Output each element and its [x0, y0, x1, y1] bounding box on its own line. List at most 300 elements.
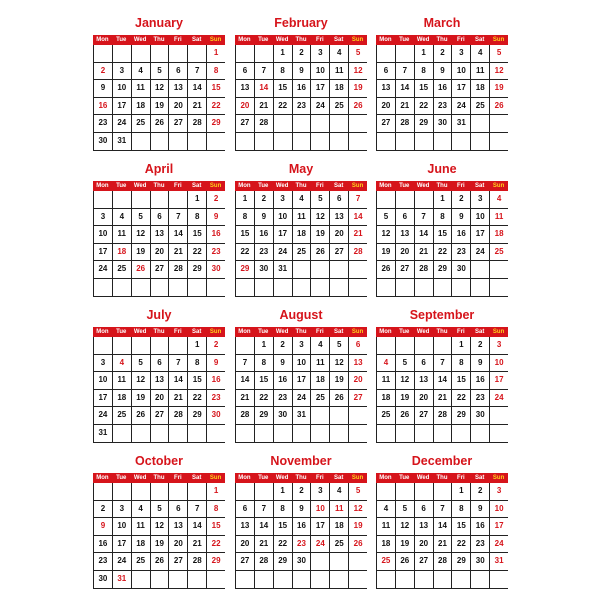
day-cell: 5 — [131, 355, 150, 373]
empty-cell — [433, 425, 452, 443]
empty-cell — [310, 571, 329, 589]
month-may — [235, 160, 367, 297]
weekday-header-fri: Fri — [310, 327, 329, 337]
empty-cell — [395, 45, 414, 63]
day-cell: 12 — [150, 518, 169, 536]
day-cell: 30 — [470, 553, 489, 571]
day-cell: 12 — [348, 63, 367, 81]
day-cell: 16 — [470, 518, 489, 536]
day-cell: 3 — [489, 483, 508, 501]
empty-cell — [235, 337, 254, 355]
day-cell: 25 — [329, 536, 348, 554]
day-cell: 15 — [235, 226, 254, 244]
day-cell: 14 — [168, 226, 187, 244]
day-cell: 22 — [235, 244, 254, 262]
day-cell: 17 — [93, 244, 112, 262]
day-cell: 8 — [187, 209, 206, 227]
day-cell: 9 — [206, 355, 225, 373]
month-grid — [376, 327, 508, 443]
weekday-header-fri: Fri — [451, 327, 470, 337]
empty-cell — [112, 191, 131, 209]
month-grid — [93, 327, 225, 443]
day-cell: 3 — [470, 191, 489, 209]
empty-cell — [131, 279, 150, 297]
empty-cell — [273, 279, 292, 297]
day-cell: 24 — [310, 98, 329, 116]
empty-cell — [168, 337, 187, 355]
empty-cell — [348, 407, 367, 425]
day-cell: 15 — [433, 226, 452, 244]
day-cell: 27 — [395, 261, 414, 279]
empty-cell — [395, 337, 414, 355]
day-cell: 17 — [292, 372, 311, 390]
empty-cell — [168, 191, 187, 209]
day-cell: 2 — [451, 191, 470, 209]
month-february — [235, 14, 367, 151]
empty-cell — [329, 425, 348, 443]
day-cell: 5 — [348, 483, 367, 501]
day-cell: 13 — [168, 80, 187, 98]
weekday-header-thu: Thu — [150, 35, 169, 45]
weekday-header-wed: Wed — [414, 473, 433, 483]
empty-cell — [273, 115, 292, 133]
day-cell: 15 — [414, 80, 433, 98]
empty-cell — [168, 483, 187, 501]
weekday-header-tue: Tue — [112, 35, 131, 45]
day-cell: 23 — [292, 536, 311, 554]
day-cell: 12 — [395, 372, 414, 390]
day-cell: 10 — [292, 355, 311, 373]
empty-cell — [310, 133, 329, 151]
day-cell: 24 — [93, 407, 112, 425]
day-cell: 1 — [235, 191, 254, 209]
day-cell: 21 — [168, 244, 187, 262]
empty-cell — [395, 425, 414, 443]
weekday-header-tue: Tue — [395, 181, 414, 191]
day-cell: 28 — [414, 261, 433, 279]
day-cell: 22 — [206, 536, 225, 554]
empty-cell — [470, 571, 489, 589]
day-cell: 4 — [376, 355, 395, 373]
day-cell: 13 — [235, 518, 254, 536]
empty-cell — [395, 191, 414, 209]
weekday-header-sun: Sun — [348, 473, 367, 483]
day-cell: 10 — [273, 209, 292, 227]
month-march — [376, 14, 508, 151]
day-cell: 10 — [310, 63, 329, 81]
day-cell: 19 — [131, 390, 150, 408]
day-cell: 6 — [395, 209, 414, 227]
day-cell: 8 — [451, 501, 470, 519]
day-cell: 12 — [348, 501, 367, 519]
day-cell: 19 — [376, 244, 395, 262]
month-title: May — [288, 162, 314, 176]
day-cell: 2 — [470, 483, 489, 501]
day-cell: 24 — [273, 244, 292, 262]
day-cell: 28 — [433, 407, 452, 425]
day-cell: 4 — [131, 501, 150, 519]
empty-cell — [235, 133, 254, 151]
empty-cell — [292, 133, 311, 151]
day-cell: 5 — [489, 45, 508, 63]
empty-cell — [376, 483, 395, 501]
day-cell: 20 — [414, 536, 433, 554]
day-cell: 7 — [168, 355, 187, 373]
empty-cell — [414, 133, 433, 151]
weekday-header-tue: Tue — [395, 327, 414, 337]
day-cell: 23 — [206, 390, 225, 408]
empty-cell — [310, 279, 329, 297]
day-cell: 1 — [254, 337, 273, 355]
month-grid — [376, 181, 508, 297]
weekday-header-thu: Thu — [150, 473, 169, 483]
day-cell: 30 — [206, 261, 225, 279]
day-cell: 8 — [451, 355, 470, 373]
empty-cell — [433, 571, 452, 589]
empty-cell — [131, 425, 150, 443]
weekday-header-mon: Mon — [376, 473, 395, 483]
weekday-header-mon: Mon — [235, 327, 254, 337]
day-cell: 7 — [395, 63, 414, 81]
day-cell: 15 — [451, 372, 470, 390]
day-cell: 6 — [235, 501, 254, 519]
day-cell: 13 — [329, 209, 348, 227]
month-grid — [235, 35, 367, 151]
day-cell: 21 — [235, 390, 254, 408]
empty-cell — [131, 45, 150, 63]
day-cell: 8 — [254, 355, 273, 373]
empty-cell — [292, 425, 311, 443]
day-cell: 9 — [451, 209, 470, 227]
day-cell: 10 — [470, 209, 489, 227]
weekday-header-mon: Mon — [93, 35, 112, 45]
empty-cell — [273, 571, 292, 589]
day-cell: 24 — [470, 244, 489, 262]
empty-cell — [348, 571, 367, 589]
day-cell: 5 — [348, 45, 367, 63]
day-cell: 28 — [168, 261, 187, 279]
day-cell: 20 — [348, 372, 367, 390]
day-cell: 6 — [414, 355, 433, 373]
day-cell: 9 — [470, 355, 489, 373]
day-cell: 1 — [206, 483, 225, 501]
day-cell: 21 — [433, 390, 452, 408]
day-cell: 19 — [150, 536, 169, 554]
day-cell: 19 — [310, 226, 329, 244]
day-cell: 5 — [150, 501, 169, 519]
day-cell: 23 — [254, 244, 273, 262]
weekday-header-mon: Mon — [93, 327, 112, 337]
day-cell: 9 — [254, 209, 273, 227]
empty-cell — [187, 571, 206, 589]
weekday-header-tue: Tue — [395, 35, 414, 45]
day-cell: 15 — [273, 80, 292, 98]
day-cell: 23 — [451, 244, 470, 262]
day-cell: 31 — [489, 553, 508, 571]
day-cell: 24 — [310, 536, 329, 554]
weekday-header-sun: Sun — [206, 35, 225, 45]
day-cell: 22 — [273, 536, 292, 554]
day-cell: 11 — [112, 372, 131, 390]
day-cell: 17 — [310, 518, 329, 536]
empty-cell — [470, 115, 489, 133]
day-cell: 22 — [187, 244, 206, 262]
weekday-header-fri: Fri — [310, 473, 329, 483]
day-cell: 13 — [376, 80, 395, 98]
weekday-header-tue: Tue — [112, 327, 131, 337]
day-cell: 16 — [433, 80, 452, 98]
day-cell: 17 — [93, 390, 112, 408]
empty-cell — [206, 133, 225, 151]
empty-cell — [376, 425, 395, 443]
day-cell: 7 — [433, 355, 452, 373]
weekday-header-tue: Tue — [112, 473, 131, 483]
day-cell: 12 — [376, 226, 395, 244]
day-cell: 25 — [112, 261, 131, 279]
day-cell: 17 — [273, 226, 292, 244]
weekday-header-fri: Fri — [451, 473, 470, 483]
day-cell: 2 — [433, 45, 452, 63]
day-cell: 11 — [131, 518, 150, 536]
day-cell: 16 — [292, 80, 311, 98]
day-cell: 3 — [310, 483, 329, 501]
weekday-header-tue: Tue — [254, 327, 273, 337]
day-cell: 14 — [348, 209, 367, 227]
day-cell: 1 — [273, 45, 292, 63]
day-cell: 18 — [376, 536, 395, 554]
month-grid — [376, 35, 508, 151]
day-cell: 16 — [206, 372, 225, 390]
day-cell: 20 — [235, 98, 254, 116]
day-cell: 25 — [310, 390, 329, 408]
day-cell: 21 — [414, 244, 433, 262]
day-cell: 29 — [235, 261, 254, 279]
day-cell: 6 — [414, 501, 433, 519]
day-cell: 2 — [254, 191, 273, 209]
day-cell: 19 — [150, 98, 169, 116]
day-cell: 12 — [131, 372, 150, 390]
day-cell: 26 — [489, 98, 508, 116]
day-cell: 4 — [329, 45, 348, 63]
day-cell: 8 — [433, 209, 452, 227]
day-cell: 26 — [348, 98, 367, 116]
day-cell: 17 — [489, 518, 508, 536]
empty-cell — [310, 261, 329, 279]
weekday-header-wed: Wed — [131, 181, 150, 191]
day-cell: 13 — [348, 355, 367, 373]
empty-cell — [310, 115, 329, 133]
day-cell: 4 — [376, 501, 395, 519]
empty-cell — [395, 483, 414, 501]
day-cell: 31 — [292, 407, 311, 425]
empty-cell — [131, 571, 150, 589]
empty-cell — [292, 279, 311, 297]
empty-cell — [348, 279, 367, 297]
day-cell: 20 — [150, 390, 169, 408]
day-cell: 27 — [348, 390, 367, 408]
day-cell: 14 — [235, 372, 254, 390]
weekday-header-thu: Thu — [433, 35, 452, 45]
month-july — [93, 306, 225, 443]
day-cell: 7 — [235, 355, 254, 373]
day-cell: 1 — [187, 191, 206, 209]
empty-cell — [489, 407, 508, 425]
day-cell: 28 — [187, 553, 206, 571]
empty-cell — [254, 425, 273, 443]
empty-cell — [131, 337, 150, 355]
day-cell: 16 — [93, 536, 112, 554]
day-cell: 10 — [93, 226, 112, 244]
day-cell: 18 — [292, 226, 311, 244]
weekday-header-thu: Thu — [292, 35, 311, 45]
day-cell: 20 — [376, 98, 395, 116]
day-cell: 6 — [235, 63, 254, 81]
day-cell: 15 — [451, 518, 470, 536]
day-cell: 4 — [489, 191, 508, 209]
weekday-header-sun: Sun — [489, 473, 508, 483]
day-cell: 27 — [414, 553, 433, 571]
month-grid — [93, 181, 225, 297]
day-cell: 6 — [168, 501, 187, 519]
weekday-header-thu: Thu — [433, 473, 452, 483]
day-cell: 27 — [168, 553, 187, 571]
day-cell: 20 — [414, 390, 433, 408]
day-cell: 11 — [376, 372, 395, 390]
day-cell: 31 — [112, 133, 131, 151]
day-cell: 6 — [150, 355, 169, 373]
day-cell: 22 — [254, 390, 273, 408]
empty-cell — [150, 571, 169, 589]
empty-cell — [451, 279, 470, 297]
empty-cell — [433, 483, 452, 501]
weekday-header-tue: Tue — [254, 181, 273, 191]
day-cell: 15 — [254, 372, 273, 390]
day-cell: 12 — [310, 209, 329, 227]
day-cell: 22 — [451, 536, 470, 554]
day-cell: 25 — [470, 98, 489, 116]
weekday-header-sun: Sun — [348, 35, 367, 45]
empty-cell — [414, 571, 433, 589]
weekday-header-wed: Wed — [414, 181, 433, 191]
empty-cell — [329, 115, 348, 133]
empty-cell — [329, 407, 348, 425]
weekday-header-sun: Sun — [206, 327, 225, 337]
weekday-header-wed: Wed — [131, 473, 150, 483]
day-cell: 11 — [131, 80, 150, 98]
day-cell: 19 — [348, 80, 367, 98]
weekday-header-thu: Thu — [150, 181, 169, 191]
weekday-header-thu: Thu — [292, 473, 311, 483]
day-cell: 23 — [433, 98, 452, 116]
empty-cell — [451, 425, 470, 443]
day-cell: 30 — [93, 133, 112, 151]
weekday-header-sun: Sun — [206, 181, 225, 191]
day-cell: 9 — [292, 63, 311, 81]
empty-cell — [489, 425, 508, 443]
day-cell: 31 — [273, 261, 292, 279]
empty-cell — [93, 337, 112, 355]
day-cell: 12 — [395, 518, 414, 536]
empty-cell — [254, 571, 273, 589]
empty-cell — [187, 425, 206, 443]
day-cell: 30 — [451, 261, 470, 279]
empty-cell — [489, 279, 508, 297]
day-cell: 28 — [395, 115, 414, 133]
day-cell: 22 — [414, 98, 433, 116]
day-cell: 24 — [292, 390, 311, 408]
day-cell: 14 — [414, 226, 433, 244]
day-cell: 29 — [414, 115, 433, 133]
empty-cell — [329, 553, 348, 571]
empty-cell — [292, 571, 311, 589]
day-cell: 4 — [131, 63, 150, 81]
day-cell: 14 — [187, 518, 206, 536]
empty-cell — [470, 425, 489, 443]
weekday-header-sun: Sun — [206, 473, 225, 483]
day-cell: 13 — [235, 80, 254, 98]
weekday-header-sat: Sat — [470, 327, 489, 337]
day-cell: 18 — [131, 98, 150, 116]
empty-cell — [489, 571, 508, 589]
day-cell: 6 — [150, 209, 169, 227]
day-cell: 17 — [451, 80, 470, 98]
empty-cell — [451, 133, 470, 151]
empty-cell — [376, 279, 395, 297]
day-cell: 15 — [206, 80, 225, 98]
empty-cell — [206, 279, 225, 297]
day-cell: 22 — [187, 390, 206, 408]
weekday-header-sat: Sat — [187, 35, 206, 45]
month-january — [93, 14, 225, 151]
month-april — [93, 160, 225, 297]
day-cell: 8 — [206, 501, 225, 519]
day-cell: 28 — [433, 553, 452, 571]
empty-cell — [376, 191, 395, 209]
day-cell: 21 — [187, 536, 206, 554]
weekday-header-sun: Sun — [348, 327, 367, 337]
weekday-header-wed: Wed — [131, 327, 150, 337]
day-cell: 29 — [206, 115, 225, 133]
day-cell: 6 — [348, 337, 367, 355]
month-grid — [376, 473, 508, 589]
day-cell: 9 — [470, 501, 489, 519]
day-cell: 23 — [206, 244, 225, 262]
weekday-header-mon: Mon — [235, 35, 254, 45]
day-cell: 18 — [329, 80, 348, 98]
day-cell: 13 — [168, 518, 187, 536]
month-september — [376, 306, 508, 443]
empty-cell — [254, 279, 273, 297]
day-cell: 26 — [150, 115, 169, 133]
day-cell: 29 — [273, 553, 292, 571]
day-cell: 14 — [254, 80, 273, 98]
weekday-header-fri: Fri — [168, 473, 187, 483]
empty-cell — [376, 133, 395, 151]
weekday-header-mon: Mon — [376, 181, 395, 191]
day-cell: 12 — [489, 63, 508, 81]
weekday-header-wed: Wed — [273, 473, 292, 483]
empty-cell — [235, 425, 254, 443]
day-cell: 24 — [489, 536, 508, 554]
empty-cell — [168, 279, 187, 297]
empty-cell — [168, 133, 187, 151]
weekday-header-sat: Sat — [329, 181, 348, 191]
month-title: February — [274, 16, 328, 30]
day-cell: 29 — [187, 261, 206, 279]
day-cell: 10 — [93, 372, 112, 390]
day-cell: 1 — [206, 45, 225, 63]
empty-cell — [93, 45, 112, 63]
